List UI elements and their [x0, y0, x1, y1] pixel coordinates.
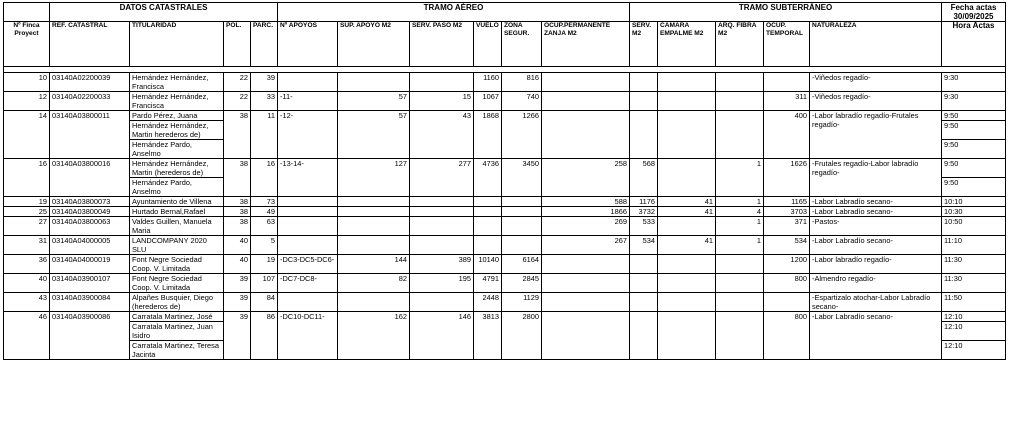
arq-cell: 4	[716, 207, 764, 217]
arq-cell: 1	[716, 217, 764, 236]
cam-cell	[658, 73, 716, 92]
ocup-cell	[542, 293, 630, 312]
pol-cell: 38	[224, 217, 251, 236]
table-row	[4, 197, 1006, 207]
table-row	[4, 293, 1006, 312]
parc-cell: 86	[251, 312, 278, 360]
sup-cell: 144	[338, 255, 410, 274]
finca-cell: 27	[4, 217, 50, 236]
finca-cell: 40	[4, 274, 50, 293]
hora-cell: 11:10	[942, 236, 1006, 255]
vuelo-cell	[474, 217, 502, 236]
zona-cell: 3450	[502, 159, 542, 197]
arq-cell	[716, 312, 764, 360]
temp-cell	[764, 293, 810, 312]
apoyos-cell: -12-	[278, 111, 338, 159]
apoyos-cell: -DC3-DC5-DC6-	[278, 255, 338, 274]
table-row	[4, 92, 1006, 111]
sup-cell	[338, 207, 410, 217]
table-row	[4, 159, 1006, 178]
titular-cell: Hernández Hernández, Martin herederos de)	[130, 121, 224, 140]
col-ocup-permanente: OCUP.PERMANENTE ZANJA M2	[542, 22, 630, 67]
serv-cell	[630, 312, 658, 360]
serv-cell	[630, 111, 658, 159]
titular-cell: Hurtado Bernal,Rafael	[130, 207, 224, 217]
vuelo-cell	[474, 236, 502, 255]
parc-cell: 19	[251, 255, 278, 274]
ocup-cell: 269	[542, 217, 630, 236]
parc-cell: 5	[251, 236, 278, 255]
titular-cell: Hernández Hernández, Martin (herederos de)	[130, 159, 224, 178]
paso-cell: 146	[410, 312, 474, 360]
vuelo-cell: 1067	[474, 92, 502, 111]
hora-cell: 10:10	[942, 197, 1006, 207]
hora-cell: 12:10	[942, 341, 1006, 360]
temp-cell	[764, 73, 810, 92]
pol-cell: 40	[224, 236, 251, 255]
temp-cell: 400	[764, 111, 810, 159]
titular-cell: Hernández Hernández, Francisca	[130, 92, 224, 111]
vuelo-cell	[474, 207, 502, 217]
col-zona-segur: ZONA SEGUR.	[502, 22, 542, 67]
catastral-table	[3, 2, 1006, 360]
titular-cell: Alpañes Busquier, Diego (herederos de)	[130, 293, 224, 312]
temp-cell: 311	[764, 92, 810, 111]
col-sup-apoyo: SUP. APOYO M2	[338, 22, 410, 67]
pol-cell: 38	[224, 197, 251, 207]
hora-cell: 12:10	[942, 312, 1006, 322]
titular-cell: LANDCOMPANY 2020 SLU	[130, 236, 224, 255]
hora-cell: 11:50	[942, 293, 1006, 312]
table-body	[4, 73, 1006, 360]
arq-cell	[716, 255, 764, 274]
sup-cell: 57	[338, 111, 410, 159]
hora-cell: 9:50	[942, 159, 1006, 178]
cam-cell	[658, 274, 716, 293]
serv-cell: 1176	[630, 197, 658, 207]
zona-cell: 6164	[502, 255, 542, 274]
fecha-label: Fecha actas	[950, 3, 997, 12]
pol-cell: 38	[224, 111, 251, 159]
ocup-cell	[542, 73, 630, 92]
temp-cell: 371	[764, 217, 810, 236]
nat-cell: -Almendro regadío-	[810, 274, 942, 293]
sup-cell: 57	[338, 92, 410, 111]
hora-cell: 9:50	[942, 140, 1006, 159]
hora-cell: 10:50	[942, 217, 1006, 236]
nat-cell: -Labor Labradío secano-	[810, 312, 942, 360]
col-ocup-temporal: OCUP. TEMPORAL	[764, 22, 810, 67]
apoyos-cell: -DC10-DC11-	[278, 312, 338, 360]
ref-cell: 03140A02200033	[50, 92, 130, 111]
hora-cell: 11:30	[942, 274, 1006, 293]
titular-cell: Valdes Guillen, Manuela Maria	[130, 217, 224, 236]
sup-cell	[338, 73, 410, 92]
temp-cell: 1626	[764, 159, 810, 197]
cam-cell	[658, 111, 716, 159]
zona-cell: 1266	[502, 111, 542, 159]
ocup-cell	[542, 312, 630, 360]
table-row	[4, 236, 1006, 255]
ocup-cell	[542, 255, 630, 274]
ref-cell: 03140A03800016	[50, 159, 130, 197]
arq-cell	[716, 92, 764, 111]
titular-cell: Carratala Martinez, Teresa Jacinta	[130, 341, 224, 360]
ocup-cell: 258	[542, 159, 630, 197]
hora-cell: 9:50	[942, 111, 1006, 121]
zona-cell	[502, 217, 542, 236]
temp-cell: 3703	[764, 207, 810, 217]
serv-cell	[630, 92, 658, 111]
column-header-row	[4, 22, 1006, 67]
ref-cell: 03140A03900086	[50, 312, 130, 360]
titular-cell: Font Negre Sociedad Coop. V. Limitada	[130, 255, 224, 274]
fecha-value: 30/09/2025	[953, 12, 994, 21]
group-blank	[4, 3, 50, 22]
serv-cell	[630, 293, 658, 312]
hora-cell: 9:30	[942, 73, 1006, 92]
pol-cell: 38	[224, 207, 251, 217]
parc-cell: 11	[251, 111, 278, 159]
finca-cell: 46	[4, 312, 50, 360]
pol-cell: 40	[224, 255, 251, 274]
arq-cell	[716, 274, 764, 293]
titular-cell: Carratala Martinez, Juan Isidro	[130, 322, 224, 341]
temp-cell: 534	[764, 236, 810, 255]
paso-cell: 43	[410, 111, 474, 159]
zona-cell: 1129	[502, 293, 542, 312]
col-vuelo: VUELO	[474, 22, 502, 67]
cam-cell	[658, 312, 716, 360]
arq-cell: 1	[716, 197, 764, 207]
group-fecha-actas	[942, 3, 1006, 22]
arq-cell	[716, 293, 764, 312]
col-pol: POL.	[224, 22, 251, 67]
nat-cell: -Labor Labradío secano-	[810, 236, 942, 255]
ocup-cell: 588	[542, 197, 630, 207]
paso-cell: 195	[410, 274, 474, 293]
ocup-cell	[542, 92, 630, 111]
zona-cell: 816	[502, 73, 542, 92]
nat-cell: -Frutales regadío-Labor labradío regadío-	[810, 159, 942, 197]
sup-cell: 127	[338, 159, 410, 197]
table-row	[4, 73, 1006, 92]
serv-cell: 3732	[630, 207, 658, 217]
parc-cell: 107	[251, 274, 278, 293]
zona-cell	[502, 236, 542, 255]
ref-cell: 03140A04000005	[50, 236, 130, 255]
apoyos-cell: -DC7-DC8-	[278, 274, 338, 293]
arq-cell: 1	[716, 236, 764, 255]
ref-cell: 03140A02200039	[50, 73, 130, 92]
ref-cell: 03140A04000019	[50, 255, 130, 274]
finca-cell: 31	[4, 236, 50, 255]
ocup-cell	[542, 274, 630, 293]
pol-cell: 38	[224, 159, 251, 197]
col-camara-empalme: CAMARA EMPALME M2	[658, 22, 716, 67]
vuelo-cell: 4736	[474, 159, 502, 197]
sup-cell	[338, 197, 410, 207]
apoyos-cell	[278, 236, 338, 255]
paso-cell	[410, 197, 474, 207]
ocup-cell	[542, 111, 630, 159]
paso-cell: 277	[410, 159, 474, 197]
sup-cell: 162	[338, 312, 410, 360]
table-row	[4, 312, 1006, 322]
pol-cell: 39	[224, 312, 251, 360]
ref-cell: 03140A03800063	[50, 217, 130, 236]
cam-cell: 41	[658, 197, 716, 207]
paso-cell	[410, 73, 474, 92]
nat-cell: -Espartizalo atochar-Labor Labradío secano-	[810, 293, 942, 312]
apoyos-cell	[278, 197, 338, 207]
hora-cell: 9:50	[942, 178, 1006, 197]
vuelo-cell: 4791	[474, 274, 502, 293]
apoyos-cell	[278, 217, 338, 236]
sup-cell	[338, 293, 410, 312]
titular-cell: Pardo Pérez, Juana	[130, 111, 224, 121]
apoyos-cell	[278, 207, 338, 217]
apoyos-cell	[278, 73, 338, 92]
zona-cell: 2800	[502, 312, 542, 360]
paso-cell	[410, 236, 474, 255]
parc-cell: 39	[251, 73, 278, 92]
hora-cell: 11:30	[942, 255, 1006, 274]
hora-cell: 9:30	[942, 92, 1006, 111]
ref-cell: 03140A03800011	[50, 111, 130, 159]
apoyos-cell	[278, 293, 338, 312]
nat-cell: -Labor Labradío secano-	[810, 197, 942, 207]
serv-cell	[630, 73, 658, 92]
temp-cell: 1200	[764, 255, 810, 274]
parc-cell: 49	[251, 207, 278, 217]
titular-cell: Hernández Pardo, Anselmo	[130, 178, 224, 197]
col-hora-actas: Hora Actas	[942, 22, 1006, 67]
finca-cell: 10	[4, 73, 50, 92]
paso-cell	[410, 207, 474, 217]
serv-cell: 533	[630, 217, 658, 236]
nat-cell: -Labor labradío regadío-Frutales regadío-	[810, 111, 942, 159]
cam-cell	[658, 159, 716, 197]
nat-cell: -Labor Labradío secano-	[810, 207, 942, 217]
col-ref-catastral: REF. CATASTRAL	[50, 22, 130, 67]
finca-cell: 36	[4, 255, 50, 274]
pol-cell: 22	[224, 73, 251, 92]
finca-cell: 16	[4, 159, 50, 197]
finca-cell: 19	[4, 197, 50, 207]
titular-cell: Ayuntamiento de Villena	[130, 197, 224, 207]
col-titularidad: TITULARIDAD	[130, 22, 224, 67]
nat-cell: -Viñedos regadío-	[810, 92, 942, 111]
serv-cell	[630, 255, 658, 274]
vuelo-cell	[474, 197, 502, 207]
apoyos-cell: -11-	[278, 92, 338, 111]
hora-cell: 10:30	[942, 207, 1006, 217]
finca-cell: 25	[4, 207, 50, 217]
sup-cell: 82	[338, 274, 410, 293]
nat-cell: -Labor labradío regadío-	[810, 255, 942, 274]
zona-cell	[502, 207, 542, 217]
arq-cell	[716, 73, 764, 92]
finca-cell: 12	[4, 92, 50, 111]
hora-cell: 12:10	[942, 322, 1006, 341]
ref-cell: 03140A03800049	[50, 207, 130, 217]
col-finca: Nº Finca Proyect	[4, 22, 50, 67]
nat-cell: -Viñedos regadío-	[810, 73, 942, 92]
table-row	[4, 255, 1006, 274]
table-row	[4, 207, 1006, 217]
zona-cell: 740	[502, 92, 542, 111]
vuelo-cell: 1160	[474, 73, 502, 92]
zona-cell: 2845	[502, 274, 542, 293]
table-row	[4, 111, 1006, 121]
finca-cell: 14	[4, 111, 50, 159]
group-header-row	[4, 3, 1006, 22]
vuelo-cell: 2448	[474, 293, 502, 312]
temp-cell: 800	[764, 274, 810, 293]
cam-cell	[658, 255, 716, 274]
serv-cell: 568	[630, 159, 658, 197]
vuelo-cell: 1868	[474, 111, 502, 159]
temp-cell: 1165	[764, 197, 810, 207]
pol-cell: 39	[224, 274, 251, 293]
serv-cell: 534	[630, 236, 658, 255]
parc-cell: 84	[251, 293, 278, 312]
zona-cell	[502, 197, 542, 207]
cam-cell: 41	[658, 207, 716, 217]
ocup-cell: 1866	[542, 207, 630, 217]
temp-cell: 800	[764, 312, 810, 360]
cam-cell: 41	[658, 236, 716, 255]
paso-cell: 389	[410, 255, 474, 274]
titular-cell: Hernández Hernández, Francisca	[130, 73, 224, 92]
paso-cell	[410, 217, 474, 236]
cam-cell	[658, 293, 716, 312]
table-row	[4, 217, 1006, 236]
apoyos-cell: -13-14-	[278, 159, 338, 197]
group-tramo-aereo: TRAMO AÉREO	[278, 3, 630, 22]
cam-cell	[658, 92, 716, 111]
parc-cell: 16	[251, 159, 278, 197]
pol-cell: 39	[224, 293, 251, 312]
titular-cell: Font Negre Sociedad Coop. V. Limitada	[130, 274, 224, 293]
col-parc: PARC.	[251, 22, 278, 67]
parc-cell: 33	[251, 92, 278, 111]
col-serv-m2: SERV. M2	[630, 22, 658, 67]
group-datos-catastrales: DATOS CATASTRALES	[50, 3, 278, 22]
ocup-cell: 267	[542, 236, 630, 255]
paso-cell: 15	[410, 92, 474, 111]
col-serv-paso: SERV. PASO M2	[410, 22, 474, 67]
arq-cell	[716, 111, 764, 159]
arq-cell: 1	[716, 159, 764, 197]
group-tramo-subterraneo: TRAMO SUBTERRÁNEO	[630, 3, 942, 22]
paso-cell	[410, 293, 474, 312]
ref-cell: 03140A03900107	[50, 274, 130, 293]
ref-cell: 03140A03900084	[50, 293, 130, 312]
sup-cell	[338, 236, 410, 255]
col-apoyos: Nº APOYOS	[278, 22, 338, 67]
col-naturaleza: NATURALEZA	[810, 22, 942, 67]
nat-cell: -Pastos-	[810, 217, 942, 236]
cam-cell	[658, 217, 716, 236]
parc-cell: 63	[251, 217, 278, 236]
vuelo-cell: 10140	[474, 255, 502, 274]
ref-cell: 03140A03800073	[50, 197, 130, 207]
vuelo-cell: 3813	[474, 312, 502, 360]
hora-cell: 9:50	[942, 121, 1006, 140]
titular-cell: Hernández Pardo, Anselmo	[130, 140, 224, 159]
sup-cell	[338, 217, 410, 236]
col-arq-fibra: ARQ. FIBRA M2	[716, 22, 764, 67]
serv-cell	[630, 274, 658, 293]
finca-cell: 43	[4, 293, 50, 312]
table-row	[4, 274, 1006, 293]
pol-cell: 22	[224, 92, 251, 111]
titular-cell: Carratala Martinez, José	[130, 312, 224, 322]
parc-cell: 73	[251, 197, 278, 207]
